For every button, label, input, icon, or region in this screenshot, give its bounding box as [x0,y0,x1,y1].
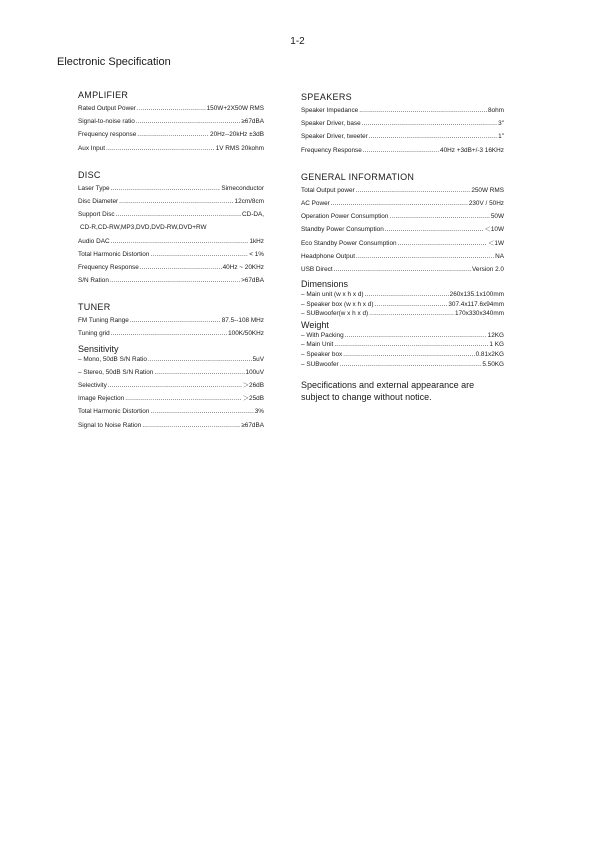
spec-value: 170x330x340mm [454,310,504,318]
spec-row [78,251,264,259]
sensitivity-list [78,356,264,430]
spec-value: 230V / 50Hz [468,199,504,207]
dot-leader [150,251,248,259]
spec-label: Tuning grid [78,330,110,338]
spec-label: Frequency response [78,131,137,139]
spec-value: ＜10W [484,226,504,234]
spec-value: < 1% [249,250,264,258]
dot-leader [116,211,241,219]
dot-leader [140,264,222,272]
dot-leader [365,291,449,299]
spec-value: 87.5--108 MHz [221,317,264,325]
spec-label: AC Power [301,199,330,207]
spec-value: 100uV [245,368,264,376]
general-info-heading: GENERAL INFORMATION [301,171,415,182]
dot-leader [389,213,489,221]
dot-leader [345,332,487,340]
spec-label: Rated Output Power [78,105,136,112]
spec-row [301,361,504,369]
spec-value: 307.4x117.6x94mm [448,300,504,308]
dot-leader [362,120,497,128]
general-info-list [301,187,504,274]
spec-row [78,330,264,338]
spec-label: – Speaker box [301,351,343,359]
document-title: Electronic Specification [57,56,171,68]
spec-value: 0.81x2KG [475,351,504,359]
spec-label: Laser Type [78,184,110,192]
left-column [78,90,264,435]
spec-row [301,253,504,261]
spec-row [78,238,264,246]
spec-label: – Stereo, 50dB S/N Ration [78,368,154,376]
spec-label: Operation Power Consumption [301,213,389,221]
spec-label: – Speaker box (w x h x d) [301,300,374,308]
dot-leader [331,200,468,208]
spec-row [78,264,264,272]
spec-label: – With Packing [301,331,344,339]
right-column [301,92,504,403]
spec-row [301,226,504,234]
spec-row [301,240,504,248]
spec-value: Version 2.0 [472,265,504,273]
spec-label: S/N Ration [78,277,109,285]
disclaimer-line-1: Specifications and external appearance are [301,379,475,390]
tuner-list [78,317,264,338]
spec-row [301,187,504,195]
spec-row [301,120,504,128]
spec-value: 12KG [487,331,504,339]
dot-leader [369,310,454,318]
spec-value: Simeconductor [221,184,264,192]
spec-label: Headphone Output [301,252,356,260]
spec-row [78,356,264,364]
spec-value: ＜1W [488,239,504,247]
weight-list [301,332,504,369]
dot-leader [136,118,240,126]
dot-leader [111,185,221,193]
spec-value: ≥67dBA [241,118,264,126]
dot-leader [374,301,447,309]
dot-leader [369,133,497,141]
spec-label: Standby Power Consumption [301,226,384,234]
spec-value: 3" [498,120,504,128]
spec-label: Eco Standby Power Consumption [301,239,397,247]
dot-leader [398,240,487,248]
spec-label: Frequency Response [78,263,139,271]
dot-leader [385,226,484,234]
dot-leader [125,395,241,403]
dot-leader [148,356,252,364]
spec-value: 3% [254,408,264,416]
spec-value: 8ohm [488,107,504,114]
spec-label: USB Direct [301,265,333,273]
dot-leader [111,330,227,338]
dot-leader [356,253,494,261]
spec-row [78,422,264,430]
spec-value: 5uV [252,355,264,363]
spec-label: – Main Unit [301,341,334,349]
spec-row [301,332,504,340]
spec-label: Speaker Driver, tweeter [301,133,368,141]
spec-value: 1" [498,133,504,141]
spec-value: CD-DA, [241,211,264,219]
support-disc-continued: CD-R,CD-RW,MP3,DVD,DVD-RW,DVD+RW [80,224,207,232]
dot-leader [154,369,244,377]
spec-value: >67dBA [241,277,264,285]
disclaimer-line-2: subject to change without notice. [301,391,432,402]
spec-row [78,408,264,416]
spec-row [78,277,264,285]
spec-label: Aux Input [78,144,106,152]
spec-value: 5.50KG [482,360,504,368]
spec-row [301,291,504,299]
spec-label: FM Tuning Range [78,317,129,325]
dot-leader [150,408,253,416]
spec-row [301,301,504,309]
spec-value: 40Hz +3dB+/-3 16KHz [440,146,504,154]
amplifier-heading: AMPLIFIER [78,90,129,100]
dot-leader [137,131,209,139]
spec-row [301,310,504,318]
spec-row [78,105,264,113]
dot-leader [359,107,487,115]
dot-leader [334,341,488,349]
spec-value: NA [495,252,504,260]
dot-leader [130,317,221,325]
disc-list [78,185,264,219]
spec-label: – SUBwoofer(w x h x d) [301,310,369,318]
spec-label: Support Disc [78,211,115,219]
spec-row [78,198,264,206]
spec-label: – Main unit (w x h x d) [301,291,364,299]
spec-value: ≥67dBA [241,421,264,429]
spec-row [78,145,264,153]
spec-label: Selectivity [78,382,107,389]
dot-leader [142,422,240,430]
spec-label: Total Harmonic Distortion [78,408,150,416]
spec-value: 250W RMS [471,186,504,194]
spec-row [301,213,504,221]
spec-label: Frequency Response [301,146,362,154]
dot-leader [343,351,474,359]
spec-row [78,118,264,126]
spec-row [78,317,264,325]
dot-leader [340,361,482,369]
spec-value: 1kHz [249,237,264,245]
disclaimer-note [301,379,504,403]
dimensions-heading: Dimensions [301,279,349,290]
spec-row [301,133,504,141]
dot-leader [106,145,215,153]
disc-heading: DISC [78,169,101,180]
spec-value: 1 KG [489,341,504,349]
spec-label: Total Output power [301,186,355,194]
spec-label: Disc Diameter [78,197,119,205]
spec-row [301,341,504,349]
spec-value: 50W [490,213,504,221]
tuner-heading: TUNER [78,302,111,313]
spec-row [301,266,504,274]
spec-label: Speaker Driver, base [301,120,361,128]
spec-row [301,147,504,155]
spec-row [78,369,264,377]
sensitivity-heading: Sensitivity [78,343,119,354]
speakers-list [301,107,504,155]
dot-leader [137,105,206,113]
spec-label: Image Rejection [78,395,125,403]
spec-label: Total Harmonic Distortion [78,250,150,258]
spec-value: 12cm/8cm [234,197,264,205]
spec-row [301,200,504,208]
spec-label: Signal-to-noise ratio [78,118,135,126]
spec-label: Signal to Noise Ration [78,421,142,429]
dot-leader [108,382,242,390]
dimensions-list [301,291,504,318]
dot-leader [119,198,233,206]
spec-value: 100K/50KHz [228,330,264,338]
spec-value: 40Hz ~ 20KHz [222,263,264,271]
dot-leader [110,277,240,285]
amplifier-list [78,105,264,153]
spec-row [78,382,264,390]
spec-label: – Mono, 50dB S/N Ratio [78,355,147,363]
dot-leader [334,266,471,274]
dot-leader [356,187,471,195]
spec-value: ＞25dB [242,395,264,403]
spec-row [301,351,504,359]
speakers-heading: SPEAKERS [301,92,352,102]
spec-row [78,131,264,139]
spec-value: ＞26dB [242,382,264,389]
dot-leader [363,147,439,155]
spec-row [78,211,264,219]
disc-list-2 [78,238,264,286]
spec-row [78,185,264,193]
spec-value: 150W+2X50W RMS [206,105,264,112]
weight-heading: Weight [301,319,329,330]
spec-row [78,395,264,403]
spec-label: Audio DAC [78,237,110,245]
spec-value: 260x135.1x100mm [449,291,504,299]
spec-value: 1V RMS 20kohm [215,144,264,152]
dot-leader [111,238,249,246]
spec-label: – SUBwoofer [301,360,339,368]
spec-label: Speaker Impedance [301,107,359,114]
spec-row [301,107,504,115]
page-number: 1-2 [290,36,305,47]
spec-value: 20Hz--20kHz ±3dB [210,131,264,139]
